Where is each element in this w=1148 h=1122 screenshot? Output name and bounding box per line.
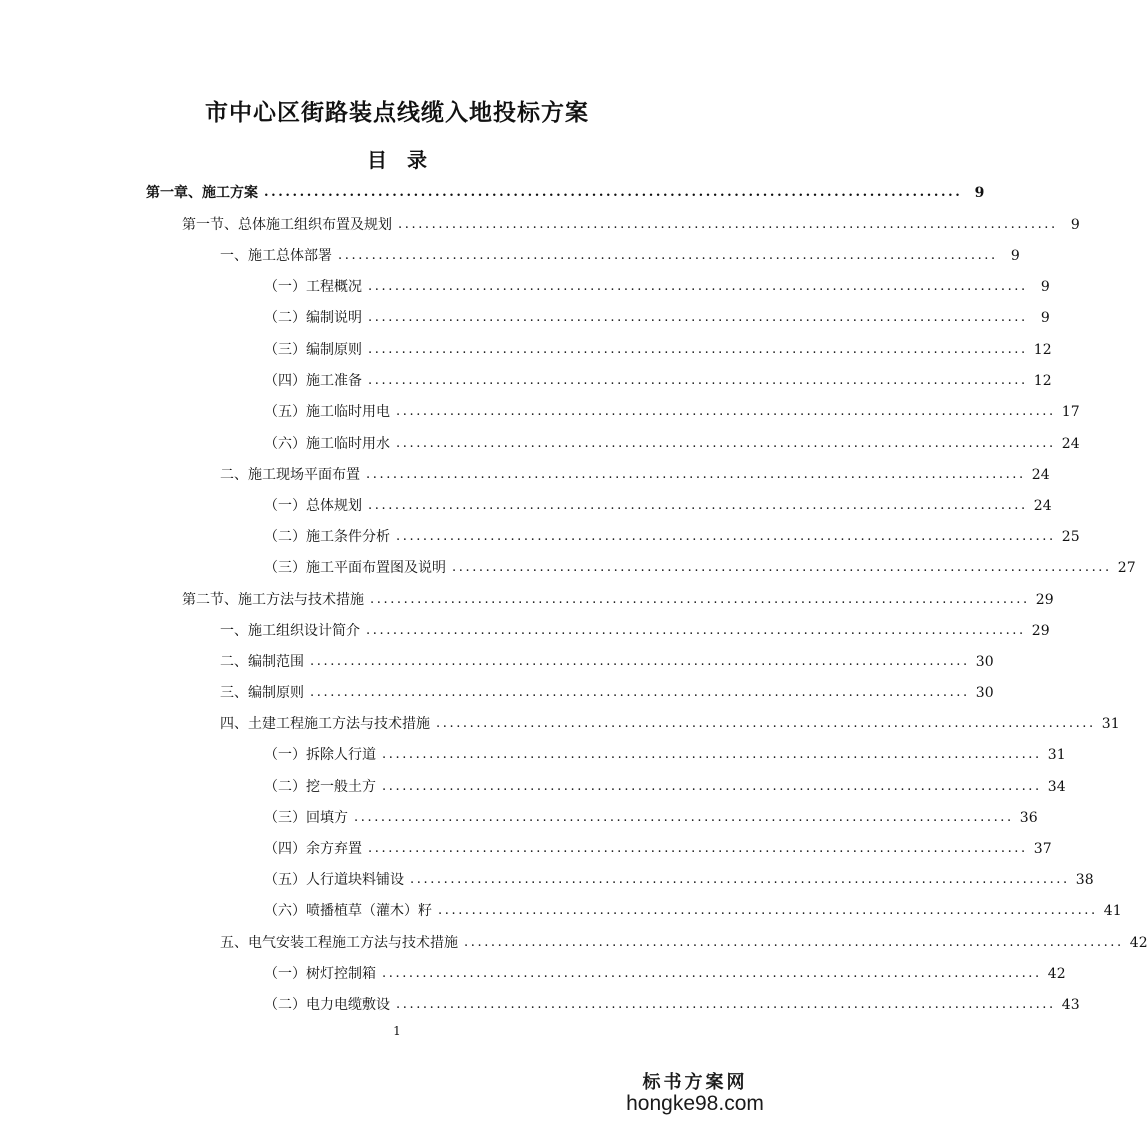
toc-entry-item[interactable] [264, 742, 1066, 764]
toc-entry-text: （一）拆除人行道 [264, 747, 376, 763]
toc-entry-page: 9 [1070, 217, 1080, 233]
toc-entry-item[interactable] [264, 399, 1080, 421]
toc-entry-item[interactable] [264, 555, 1136, 577]
toc-entry-page: 42 [1047, 966, 1066, 982]
toc-leader-dots: .................................................................................................. [452, 560, 1112, 575]
toc-leader-dots: .................................................................................................. [464, 935, 1124, 950]
toc-entry-item[interactable] [264, 368, 1052, 390]
toc-entry-text: （二）施工条件分析 [264, 529, 390, 545]
toc-leader-dots: .................................................................................................. [396, 404, 1056, 419]
page-number: 1 [393, 1024, 401, 1038]
toc-entry-text: （二）挖一般土方 [264, 779, 376, 795]
toc-leader-dots: .................................................................................................. [354, 810, 1014, 825]
toc-entry-page: 27 [1117, 560, 1136, 576]
toc-entry-page: 31 [1101, 716, 1120, 732]
toc-entry-page: 9 [1040, 310, 1050, 326]
toc-entry-subsection[interactable] [220, 930, 1148, 952]
toc-entry-item[interactable] [264, 898, 1122, 920]
toc-leader-dots: .................................................................................................. [382, 747, 1042, 762]
watermark-url: hongke98.com [626, 1092, 764, 1115]
toc-entry-page: 29 [1035, 592, 1054, 608]
document-title: 市中心区街路装点线缆入地投标方案 [205, 99, 589, 126]
toc-entry-subsection[interactable] [220, 462, 1050, 484]
toc-entry-text: 二、编制范围 [220, 654, 304, 670]
toc-entry-page: 36 [1019, 810, 1038, 826]
toc-entry-page: 38 [1075, 872, 1094, 888]
toc-entry-subsection[interactable] [220, 649, 994, 671]
toc-entry-item[interactable] [264, 305, 1050, 327]
toc-entry-item[interactable] [264, 493, 1052, 515]
toc-entry-page: 24 [1031, 467, 1050, 483]
toc-entry-item[interactable] [264, 992, 1080, 1014]
toc-entry-item[interactable] [264, 774, 1066, 796]
toc-entry-page: 24 [1033, 498, 1052, 514]
toc-entry-item[interactable] [264, 836, 1052, 858]
watermark-brand: 标书方案网 [642, 1072, 748, 1092]
toc-entry-page: 25 [1061, 529, 1080, 545]
toc-entry-page: 9 [1040, 279, 1050, 295]
toc-entry-section[interactable] [182, 587, 1054, 609]
toc-entry-page: 29 [1031, 623, 1050, 639]
toc-leader-dots: .................................................................................................. [396, 436, 1056, 451]
toc-entry-text: （二）编制说明 [264, 310, 362, 326]
toc-entry-text: 五、电气安装工程施工方法与技术措施 [220, 935, 458, 951]
toc-entry-subsection[interactable] [220, 680, 994, 702]
toc-leader-dots: .................................................................................................. [436, 716, 1096, 731]
toc-entry-item[interactable] [264, 431, 1080, 453]
toc-entry-text: （五）人行道块料铺设 [264, 872, 404, 888]
toc-leader-dots: .................................................................................................. [368, 841, 1028, 856]
toc-leader-dots: .................................................................................................. [438, 903, 1098, 918]
toc-entry-chapter[interactable] [146, 180, 985, 202]
toc-entry-page: 43 [1061, 997, 1080, 1013]
toc-entry-subsection[interactable] [220, 618, 1050, 640]
toc-leader-dots: .................................................................................................. [368, 498, 1028, 513]
toc-leader-dots: .................................................................................................. [368, 310, 1028, 325]
toc-leader-dots: .................................................................................................. [338, 248, 998, 263]
toc-entry-text: 第一节、总体施工组织布置及规划 [182, 217, 392, 233]
toc-entry-text: （四）余方弃置 [264, 841, 362, 857]
watermark [610, 1068, 780, 1116]
toc-entry-page: 17 [1061, 404, 1080, 420]
toc-leader-dots: .................................................................................................. [368, 342, 1028, 357]
toc-entry-text: （六）施工临时用水 [264, 436, 390, 452]
toc-entry-text: （六）喷播植草（灌木）籽 [264, 903, 432, 919]
toc-entry-item[interactable] [264, 961, 1066, 983]
toc-entry-page: 34 [1047, 779, 1066, 795]
toc-entry-text: （一）工程概况 [264, 279, 362, 295]
toc-entry-item[interactable] [264, 805, 1038, 827]
toc-entry-page: 30 [975, 654, 994, 670]
toc-entry-text: （三）施工平面布置图及说明 [264, 560, 446, 576]
toc-entry-page: 9 [1010, 248, 1020, 264]
toc-entry-item[interactable] [264, 867, 1094, 889]
toc-leader-dots: .................................................................................................. [396, 997, 1056, 1012]
toc-entry-page: 12 [1033, 342, 1052, 358]
toc-entry-page: 24 [1061, 436, 1080, 452]
toc-leader-dots: .................................................................................................. [366, 467, 1026, 482]
toc-leader-dots: .................................................................................................. [310, 654, 970, 669]
toc-leader-dots: .................................................................................................. [310, 685, 970, 700]
toc-leader-dots: .................................................................................................. [396, 529, 1056, 544]
toc-entry-page: 9 [974, 185, 985, 201]
toc-leader-dots: .................................................................................................. [368, 279, 1028, 294]
toc-entry-page: 41 [1103, 903, 1122, 919]
toc-entry-page: 42 [1129, 935, 1148, 951]
toc-entry-text: （三）回填方 [264, 810, 348, 826]
toc-leader-dots: .................................................................................................. [398, 217, 1058, 232]
toc-entry-item[interactable] [264, 524, 1080, 546]
toc-entry-text: 一、施工总体部署 [220, 248, 332, 264]
toc-entry-item[interactable] [264, 337, 1052, 359]
toc-entry-text: （四）施工准备 [264, 373, 362, 389]
toc-entry-page: 37 [1033, 841, 1052, 857]
toc-entry-page: 12 [1033, 373, 1052, 389]
toc-entry-subsection[interactable] [220, 243, 1020, 265]
toc-leader-dots: .................................................................................................. [366, 623, 1026, 638]
toc-entry-text: 二、施工现场平面布置 [220, 467, 360, 483]
toc-entry-page: 30 [975, 685, 994, 701]
toc-leader-dots: .................................................................................................. [368, 373, 1028, 388]
toc-entry-text: （一）树灯控制箱 [264, 966, 376, 982]
toc-entry-text: 三、编制原则 [220, 685, 304, 701]
toc-entry-text: 第一章、施工方案 [146, 185, 258, 201]
toc-leader-dots: .................................................................................................. [382, 966, 1042, 981]
toc-entry-text: （三）编制原则 [264, 342, 362, 358]
toc-entry-text: 一、施工组织设计简介 [220, 623, 360, 639]
toc-entry-text: 四、土建工程施工方法与技术措施 [220, 716, 430, 732]
toc-entry-item[interactable] [264, 274, 1050, 296]
toc-entry-text: 第二节、施工方法与技术措施 [182, 592, 364, 608]
toc-leader-dots: .................................................................................................. [264, 185, 963, 200]
toc-entry-text: （二）电力电缆敷设 [264, 997, 390, 1013]
toc-entry-text: （五）施工临时用电 [264, 404, 390, 420]
toc-leader-dots: .................................................................................................. [382, 779, 1042, 794]
toc-entry-page: 31 [1047, 747, 1066, 763]
toc-entry-subsection[interactable] [220, 711, 1120, 733]
toc-entry-text: （一）总体规划 [264, 498, 362, 514]
toc-entry-section[interactable] [182, 212, 1080, 234]
toc-leader-dots: .................................................................................................. [370, 592, 1030, 607]
toc-heading: 目 录 [367, 148, 427, 172]
toc-leader-dots: .................................................................................................. [410, 872, 1070, 887]
